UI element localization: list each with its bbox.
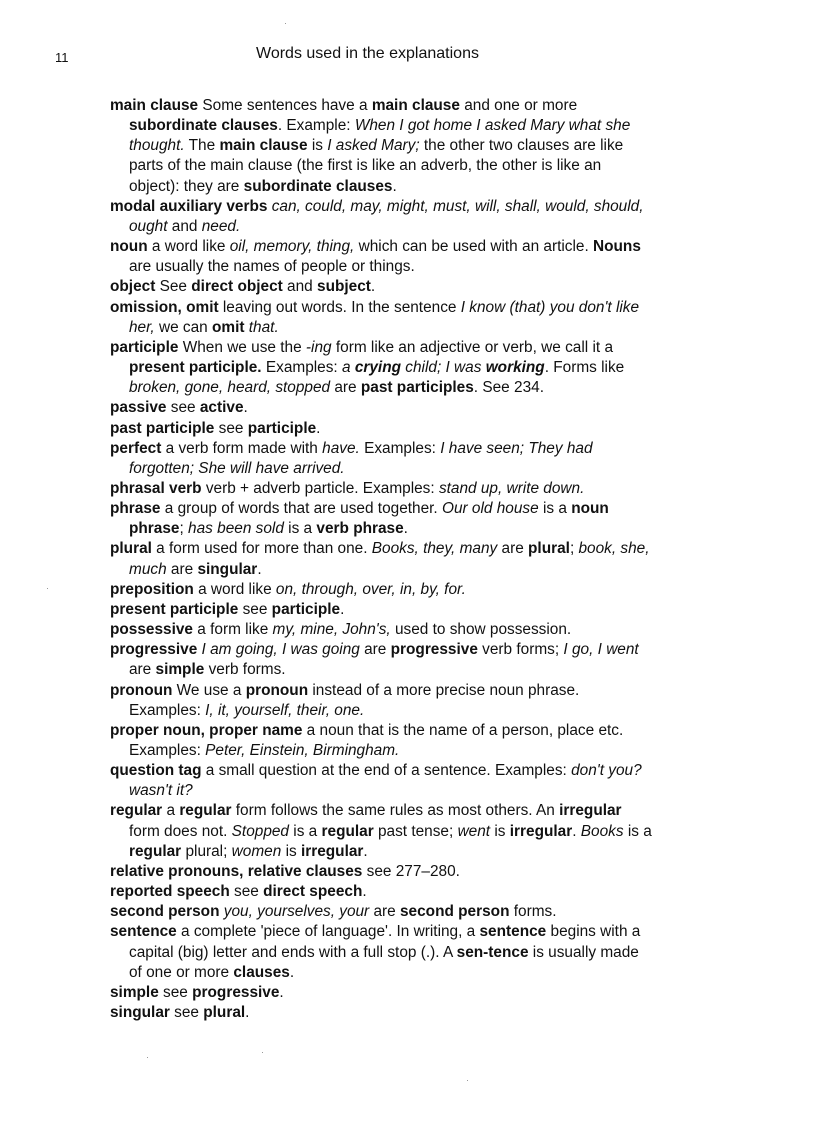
bold-term-ref: Nouns <box>593 238 641 256</box>
entry-term: main clause <box>110 97 199 114</box>
definition-text: are usually the names of people or things. <box>129 258 415 276</box>
bold-term-ref: singular <box>197 560 258 578</box>
scan-speck <box>285 23 286 24</box>
entry-term: phrase <box>110 500 161 518</box>
example-text: broken, gone, heard, stopped <box>129 379 331 397</box>
definition-text: . <box>257 560 262 578</box>
definition-text: a <box>162 802 180 820</box>
definition-text: see <box>238 600 272 618</box>
glossary-entry <box>110 237 655 277</box>
bold-term-ref: main clause <box>371 97 460 114</box>
entry-term: object <box>110 278 156 296</box>
definition-text: are <box>129 661 156 679</box>
example-text: on, through, over, in, by, for. <box>275 580 466 598</box>
definition-text: Examples: <box>261 359 342 377</box>
bold-term-ref: sentence <box>479 923 547 941</box>
example-text: a <box>341 359 355 377</box>
definition-text: . See 234. <box>473 379 544 397</box>
bold-term-ref: simple <box>155 661 205 679</box>
entry-term: relative pronouns, relative clauses <box>110 862 363 880</box>
definition-text: and <box>167 217 202 235</box>
bold-term-ref: participle <box>271 600 341 618</box>
entry-term: preposition <box>110 580 194 598</box>
example-text: Stopped <box>231 822 289 840</box>
bold-term-ref: clauses <box>233 963 290 981</box>
entry-term: progressive <box>110 641 198 659</box>
definition-text: a verb form made with <box>161 439 323 457</box>
glossary-entry <box>110 862 655 882</box>
definition-text: a noun that is the name of a person, place etc. Examples: <box>129 721 624 759</box>
definition-text: verb + adverb particle. Examples: <box>201 479 439 497</box>
definition-text: form does not. <box>129 822 232 840</box>
entry-term: proper noun, proper name <box>110 721 303 739</box>
example-text: crying <box>354 359 402 377</box>
definition-text: . <box>340 600 345 618</box>
definition-text: and one or more <box>459 97 578 114</box>
bold-term-ref: sen-tence <box>456 943 529 961</box>
bold-term-ref: regular <box>321 822 374 840</box>
definition-text: used to show possession. <box>390 621 572 639</box>
bold-term-ref: irregular <box>509 822 573 840</box>
entry-term: omission, omit <box>110 298 219 316</box>
entry-term: simple <box>110 983 159 1001</box>
bold-term-ref: plural <box>528 540 570 558</box>
bold-term-ref: regular <box>129 842 182 860</box>
bold-term-ref: omit <box>212 318 245 336</box>
definition-text: a word like <box>147 238 230 256</box>
scan-speck <box>147 1057 148 1058</box>
definition-text: are <box>369 903 400 921</box>
bold-term-ref: verb phrase <box>316 520 404 538</box>
definition-text: verb forms. <box>204 661 286 679</box>
scan-speck <box>262 1052 263 1053</box>
example-text: have. <box>322 439 360 457</box>
definition-text: see <box>166 399 200 417</box>
entry-term: modal auxiliary verbs <box>110 197 268 215</box>
entry-term: possessive <box>110 621 193 639</box>
definition-text: is usually made of one or more <box>129 943 639 981</box>
definition-text: . <box>362 883 367 901</box>
bold-term-ref: pronoun <box>245 681 309 699</box>
glossary-entry <box>110 277 655 297</box>
example-text: Peter, Einstein, Birmingham. <box>205 742 400 759</box>
glossary-entry <box>110 600 655 620</box>
entry-term: passive <box>110 399 167 417</box>
glossary-entry <box>110 338 655 398</box>
definition-text: . <box>279 983 284 1001</box>
definition-text: see <box>169 1004 204 1022</box>
definition-text: Examples: <box>359 439 441 457</box>
definition-text: see <box>158 983 193 1001</box>
definition-text: form like an adjective or verb, we call it a <box>331 338 614 356</box>
definition-text: plural; <box>181 842 232 860</box>
entry-term: reported speech <box>110 883 230 901</box>
bold-term-ref: irregular <box>559 802 622 820</box>
entry-term: regular <box>110 802 163 820</box>
definition-text: . <box>243 399 248 417</box>
example-text: I go, I went <box>563 641 639 659</box>
definition-text: . <box>392 177 397 195</box>
example-text: -ing <box>305 338 332 356</box>
definition-text: leaving out words. In the sentence <box>218 298 461 316</box>
definition-text: . <box>363 842 368 860</box>
glossary-entry <box>110 398 655 418</box>
definition-text: are <box>497 540 529 558</box>
example-text: can, could, may, might, must, will, shall, would, should, ought <box>129 197 644 235</box>
example-text: I have seen; They had forgotten; She will have arrived. <box>129 439 593 477</box>
example-text: I, it, yourself, their, one. <box>205 701 365 719</box>
example-text: Books, they, many <box>371 540 498 558</box>
bold-term-ref: past participles <box>360 379 474 397</box>
definition-text: a group of words that are used together. <box>160 500 442 518</box>
definition-text: we can <box>154 318 212 336</box>
glossary-entry <box>110 681 655 721</box>
example-text: Books <box>580 822 624 840</box>
bold-term-ref: regular <box>179 802 232 820</box>
example-text: I asked Mary; <box>327 137 420 155</box>
definition-text: . <box>572 822 581 840</box>
page-number: 11 <box>55 50 69 65</box>
example-text: I am going, I was going <box>201 641 360 659</box>
definition-text: a word like <box>193 580 276 598</box>
definition-text: . <box>245 1004 250 1022</box>
glossary-entry <box>110 721 655 761</box>
entry-term: question tag <box>110 762 202 780</box>
definition-text: the other two clauses are like parts of the main clause (the first is like an adverb, the other is like an object): they are <box>129 137 624 195</box>
definition-text: Some sentences have a <box>198 97 372 114</box>
definition-text: begins with a capital (big) letter and ends with a full stop (.). A <box>129 923 641 961</box>
example-text: working <box>485 359 545 377</box>
definition-text: a small question at the end of a sentence. Examples: <box>201 762 572 780</box>
definition-text: is a <box>538 500 572 518</box>
glossary-entry <box>110 983 655 1003</box>
example-text: I know (that) you don't like her, <box>129 298 640 336</box>
entry-term: present participle <box>110 600 239 618</box>
glossary-entry <box>110 882 655 902</box>
entry-term: singular <box>110 1004 170 1022</box>
bold-term-ref: present participle. <box>129 359 262 377</box>
entry-term: phrasal verb <box>110 479 202 497</box>
definition-text: is <box>281 842 301 860</box>
bold-term-ref: progressive <box>192 983 280 1001</box>
bold-term-ref: plural <box>203 1004 246 1022</box>
glossary-entry <box>110 801 655 861</box>
glossary-entry <box>110 761 655 801</box>
definition-text: which can be used with an article. <box>354 238 594 256</box>
definition-text: See <box>155 278 192 296</box>
glossary-entry <box>110 902 655 922</box>
definition-text: is a <box>289 822 322 840</box>
entry-term: participle <box>110 338 179 356</box>
definition-text: The <box>184 137 220 155</box>
example-text: oil, memory, thing, <box>229 238 355 256</box>
glossary-entry <box>110 539 655 579</box>
definition-text: . Example: <box>277 117 355 135</box>
example-text: don't you? wasn't it? <box>129 762 642 800</box>
bold-term-ref: active <box>199 399 244 417</box>
definition-text: . <box>370 278 376 296</box>
entry-term: second person <box>110 903 220 921</box>
entry-term: past participle <box>110 419 215 437</box>
entry-term: noun <box>110 238 148 256</box>
bold-term-ref: subordinate clauses <box>129 117 278 135</box>
bold-term-ref: second person <box>400 903 510 921</box>
example-text: child; I was <box>401 359 486 377</box>
bold-term-ref: noun phrase <box>129 500 609 538</box>
definition-text: are <box>166 560 198 578</box>
definition-text: a form used for more than one. <box>151 540 372 558</box>
definition-text: see <box>229 883 264 901</box>
definition-text: is a <box>623 822 652 840</box>
definition-text: . <box>289 963 295 981</box>
glossary-entry <box>110 298 655 338</box>
example-text: stand up, write down. <box>438 479 585 497</box>
example-text: women <box>231 842 282 860</box>
definition-text: . <box>316 419 321 437</box>
glossary-entry <box>110 197 655 237</box>
glossary-entry <box>110 1003 655 1023</box>
definition-text: ; <box>179 520 189 538</box>
definition-text: forms. <box>509 903 557 921</box>
definition-text: are <box>359 641 391 659</box>
definition-text: see 277–280. <box>362 862 460 880</box>
bold-term-ref: main clause <box>219 137 308 155</box>
glossary-entry <box>110 499 655 539</box>
glossary <box>110 96 655 1023</box>
definition-text: and <box>282 278 318 296</box>
definition-text: is <box>307 137 328 155</box>
running-head: Words used in the explanations <box>256 45 479 62</box>
example-text: went <box>457 822 491 840</box>
definition-text: When we use the <box>178 338 306 356</box>
glossary-entry <box>110 640 655 680</box>
definition-text: see <box>214 419 248 437</box>
definition-text: We use a <box>172 681 246 699</box>
glossary-entry <box>110 479 655 499</box>
glossary-entry <box>110 580 655 600</box>
bold-term-ref: progressive <box>390 641 478 659</box>
definition-text: . Forms like <box>544 359 625 377</box>
example-text: that. <box>248 318 279 336</box>
definition-text: past tense; <box>373 822 458 840</box>
example-text: has been sold <box>188 520 284 538</box>
bold-term-ref: direct object <box>191 278 283 296</box>
glossary-entry <box>110 96 655 197</box>
definition-text: ; <box>569 540 579 558</box>
bold-term-ref: direct speech <box>263 883 363 901</box>
definition-text: verb forms; <box>477 641 564 659</box>
bold-term-ref: irregular <box>300 842 364 860</box>
scan-speck <box>47 588 48 589</box>
definition-text: a form like <box>193 621 273 639</box>
entry-term: sentence <box>110 923 177 941</box>
definition-text: are <box>330 379 361 397</box>
scan-speck <box>467 1080 468 1081</box>
example-text: you, yourselves, your <box>223 903 370 921</box>
example-text: When I got home I asked Mary what she thought. <box>129 117 631 155</box>
definition-text: is a <box>283 520 317 538</box>
example-text: book, she, much <box>129 540 650 578</box>
entry-term: perfect <box>110 439 162 457</box>
example-text: Our old house <box>441 500 539 518</box>
bold-term-ref: subordinate clauses <box>243 177 393 195</box>
definition-text: is <box>490 822 510 840</box>
definition-text: a complete 'piece of language'. In writing, a <box>176 923 480 941</box>
definition-text: . <box>403 520 408 538</box>
example-text: need. <box>201 217 241 235</box>
bold-term-ref: participle <box>247 419 317 437</box>
glossary-entry <box>110 922 655 982</box>
definition-text: instead of a more precise noun phrase. Examples: <box>129 681 580 719</box>
example-text: my, mine, John's, <box>272 621 391 639</box>
entry-term: plural <box>110 540 152 558</box>
entry-term: pronoun <box>110 681 173 699</box>
bold-term-ref: subject <box>317 278 371 296</box>
definition-text: form follows the same rules as most others. An <box>231 802 560 820</box>
glossary-entry <box>110 620 655 640</box>
glossary-entry <box>110 419 655 439</box>
glossary-entry <box>110 439 655 479</box>
